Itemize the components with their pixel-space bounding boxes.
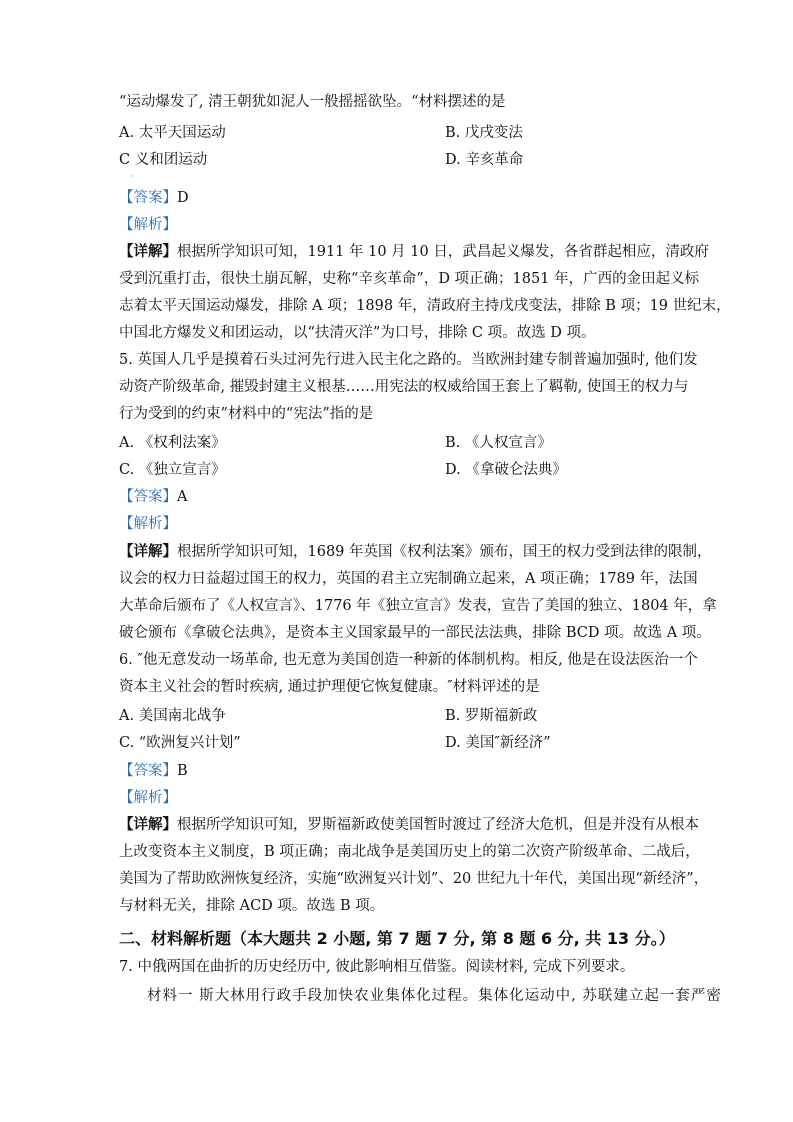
q5-stem-line-3: 行为受到的约束”材料中的“宪法”指的是: [119, 406, 374, 422]
q4-analysis-tag: 【解析】: [119, 217, 177, 233]
answer-value: B: [177, 763, 188, 779]
detail-tag: 【详解】: [119, 243, 177, 260]
q4-option-a: A. 太平天国运动: [119, 125, 226, 141]
q4-option-c: C 义和团运动: [119, 152, 208, 168]
q4-detail-line-3: 志着太平天国运动爆发，排除 A 项；1898 年，清政府主持戊戌变法，排除 B 项；19 世纪末，: [119, 298, 731, 314]
q4-option-d: D. 辛亥革命: [445, 152, 524, 168]
q7-stem: 7. 中俄两国在曲折的历史经历中, 彼此影响相互借鉴。阅读材料, 完成下列要求。: [119, 959, 635, 975]
q6-option-a: A. 美国南北战争: [119, 708, 226, 724]
q5-stem-line-1: 5. 英国人几乎是摸着石头过河先行进入民主化之路的。当欧洲封建专制普遍加强时, 他们发: [119, 352, 698, 368]
q6-stem-line-1: 6. ″他无意发动一场革命, 也无意为美国创造一种新的体制机构。相反, 他是在设法医治一个: [119, 652, 698, 668]
q6-analysis-tag: 【解析】: [119, 790, 177, 806]
q5-answer: [119, 488, 187, 506]
q6-option-d: D. 美国″新经济”: [445, 735, 551, 751]
answer-tag: 【答案】: [119, 489, 177, 505]
q6-answer: [119, 762, 188, 780]
detail-tag: 【详解】: [119, 816, 177, 833]
q5-analysis-tag: 【解析】: [119, 516, 177, 532]
q4-option-b: B. 戊戌变法: [445, 125, 523, 141]
q5-option-c: C. 《独立宣言》: [119, 462, 226, 478]
section-title: 二、材料解析题（本大题共 2 小题, 第 7 题 7 分, 第 8 题 6 分, 共 13 分。）: [119, 929, 675, 948]
answer-tag: 【答案】: [119, 763, 177, 779]
q5-detail-line-4: 破仑颁布《拿破仑法典》，是资本主义国家最早的一部民法法典，排除 BCD 项。故选 A 项。: [119, 625, 711, 641]
q5-option-a: A. 《权利法案》: [119, 435, 226, 451]
q5-option-b: B. 《人权宣言》: [445, 435, 552, 451]
answer-value: D: [177, 190, 189, 206]
q6-detail-line-2: 上改变资本主义制度，B 项正确；南北战争是美国历史上的第二次资产阶级革命、二战后，: [119, 844, 700, 860]
q4-detail-line-1: 【详解】根据所学知识可知，1911 年 10 月 10 日，武昌起义爆发，各省群起相应，清政府: [119, 243, 709, 260]
q6-detail-line-3: 美国为了帮助欧洲恢复经济，实施“欧洲复兴计划”、20 世纪九十年代，美国出现“新经济”，: [119, 871, 709, 887]
q6-option-b: B. 罗斯福新政: [445, 708, 538, 724]
q6-option-c: C. “欧洲复兴计划”: [119, 735, 241, 751]
q6-detail-line-4: 与材料无关，排除 ACD 项。故选 B 项。: [119, 898, 385, 914]
q4-detail-line-2: 受到沉重打击，很快土崩瓦解，史称“辛亥革命”，D 项正确；1851 年，广西的金田起义标: [119, 271, 700, 287]
q6-detail-line-1: 【详解】根据所学知识可知，罗斯福新政使美国暂时渡过了经济大危机，但是并没有从根本: [119, 816, 699, 833]
answer-value: A: [177, 489, 188, 505]
q5-detail-line-1: 【详解】根据所学知识可知，1689 年英国《权利法案》颁布，国王的权力受到法律的限制，: [119, 543, 712, 560]
q5-detail-line-3: 大革命后颁布了《人权宣言》、1776 年《独立宣言》发表，宣告了美国的独立、1804 年，拿: [119, 598, 717, 614]
q5-option-d: D. 《拿破仑法典》: [445, 462, 567, 478]
q4-answer: [119, 189, 189, 207]
q5-stem-line-2: 动资产阶级革命, 摧毁封建主义根基……用宪法的权威给国王套上了羁勒, 使国王的权力与: [119, 379, 689, 395]
intro-line: “运动爆发了, 清王朝犹如泥人一般摇摇欲坠。“材料摆述的是: [119, 94, 506, 110]
q5-detail-line-2: 议会的权力日益超过国王的权力，英国的君主立宪制确立起来，A 项正确；1789 年，法国: [119, 571, 698, 587]
answer-tag: 【答案】: [119, 190, 177, 206]
stray-dot: ·: [131, 172, 134, 181]
q7-material-line: 材料一 斯大林用行政手段加快农业集体化过程。集体化运动中, 苏联建立起一套严密: [147, 988, 722, 1004]
detail-tag: 【详解】: [119, 543, 177, 560]
q6-stem-line-2: 资本主义社会的暂时疾病, 通过护理便它恢复健康。″材料评述的是: [119, 679, 540, 695]
q4-detail-line-4: 中国北方爆发义和团运动，以“扶清灭洋”为口号，排除 C 项。故选 D 项。: [119, 325, 596, 341]
